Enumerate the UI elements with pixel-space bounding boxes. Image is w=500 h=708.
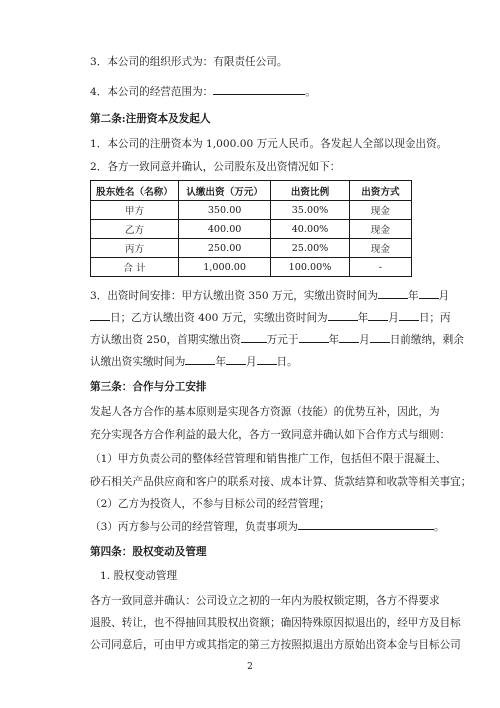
scope-blank[interactable] — [213, 83, 305, 95]
page-number: 2 — [247, 662, 253, 672]
date-blank[interactable] — [226, 353, 246, 365]
date-blank[interactable] — [185, 353, 215, 365]
date-blank[interactable] — [419, 287, 439, 299]
table-cell: 合 计 — [91, 258, 179, 277]
table-cell: 25.00% — [271, 239, 349, 258]
table-header-row — [91, 181, 412, 201]
article2-item3-line1: 3．出资时间安排：甲方认缴出资 350 万元，实缴出资时间为 年 月 — [90, 287, 449, 304]
table-cell: 丙方 — [91, 239, 179, 258]
table-cell: 现金 — [349, 220, 411, 239]
article2-title: 第二条:注册资本及发起人 — [90, 113, 211, 125]
article3-item3: （3）丙方参与公司的经营管理，负责事项为 。 — [90, 518, 445, 535]
article1-item4: 4．本公司的经营范围为： 。 — [90, 83, 316, 100]
article2-item3-line3: 方认缴出资 250，首期实缴出资 万元于 年 月 日前缴纳，剩余 — [90, 331, 464, 348]
table-cell: 400.00 — [178, 220, 270, 239]
duties-blank[interactable] — [298, 518, 434, 530]
table-cell: 100.00% — [271, 258, 349, 277]
article4-para-line1: 各方一致同意并确认：公司设立之初的一年内为股权锁定期，各方不得要求 — [90, 595, 440, 607]
table-header: 认缴出资（万元） — [178, 181, 270, 201]
table-cell: 甲方 — [91, 201, 179, 220]
article3-title: 第三条：合作与分工安排 — [90, 381, 207, 393]
table-cell: 1,000.00 — [178, 258, 270, 277]
date-blank[interactable] — [370, 331, 390, 343]
date-blank[interactable] — [399, 309, 419, 321]
amount-blank[interactable] — [241, 331, 267, 343]
table-cell: - — [349, 258, 411, 277]
article3-para-line2: 充分实现各方合作利益的最大化，各方一致同意并确认如下合作方式与细则： — [90, 429, 451, 441]
date-blank[interactable] — [257, 353, 277, 365]
article3-item1-line1: （1）甲方负责公司的整体经营管理和销售推广工作，包括但不限于混凝土、 — [90, 453, 447, 465]
article4-para-line3: 公司同意后，可由甲方或其指定的第三方按照拟退出方原始出资本金与目标公司 — [90, 639, 461, 651]
table-total-row — [91, 258, 412, 277]
table-header: 出资比例 — [271, 181, 349, 201]
date-blank[interactable] — [299, 331, 329, 343]
article4-para-line2: 退股、转让，也不得抽回其股权出资额；确因特殊原因拟退出的，经甲方及目标 — [90, 617, 461, 629]
date-blank[interactable] — [339, 331, 359, 343]
article3-item2: （2）乙方为投资人，不参与目标公司的经营管理； — [90, 498, 330, 510]
article4-title: 第四条：股权变动及管理 — [90, 546, 207, 558]
table-cell: 35.00% — [271, 201, 349, 220]
date-blank[interactable] — [90, 309, 110, 321]
date-blank[interactable] — [328, 309, 358, 321]
article3-para-line1: 发起人各方合作的基本原则是实现各方资源（技能）的优势互补，因此，为 — [90, 406, 440, 418]
article2-item3-line2: 日；乙方认缴出资 400 万元，实缴出资时间为 年 月 日；丙 — [90, 309, 451, 326]
table-header: 股东姓名（名称） — [91, 181, 179, 201]
date-blank[interactable] — [368, 309, 388, 321]
table-cell: 现金 — [349, 239, 411, 258]
date-blank[interactable] — [378, 287, 408, 299]
table-cell: 现金 — [349, 201, 411, 220]
shareholder-table — [90, 180, 412, 277]
table-cell: 40.00% — [271, 220, 349, 239]
table-cell: 250.00 — [178, 239, 270, 258]
table-row — [91, 201, 412, 220]
article2-item1: 1．本公司的注册资本为 1,000.00 万元人民币。各发起人全部以现金出资。 — [90, 138, 448, 150]
article2-item3-line4: 认缴出资实缴时间为 年 月 日。 — [90, 353, 298, 370]
table-row — [91, 220, 412, 239]
article2-item2: 2．各方一致同意并确认，公司股东及出资情况如下： — [90, 161, 341, 173]
article4-item1: 1. 股权变动管理 — [100, 570, 178, 582]
table-cell: 乙方 — [91, 220, 179, 239]
article3-item1-line2: 砂石相关产品供应商和客户的联系对接、成本计算、货款结算和收款等相关事宜； — [90, 476, 472, 488]
table-row — [91, 239, 412, 258]
table-cell: 350.00 — [178, 201, 270, 220]
article1-item3: 3．本公司的组织形式为：有限责任公司。 — [90, 56, 288, 68]
table-header: 出资方式 — [349, 181, 411, 201]
